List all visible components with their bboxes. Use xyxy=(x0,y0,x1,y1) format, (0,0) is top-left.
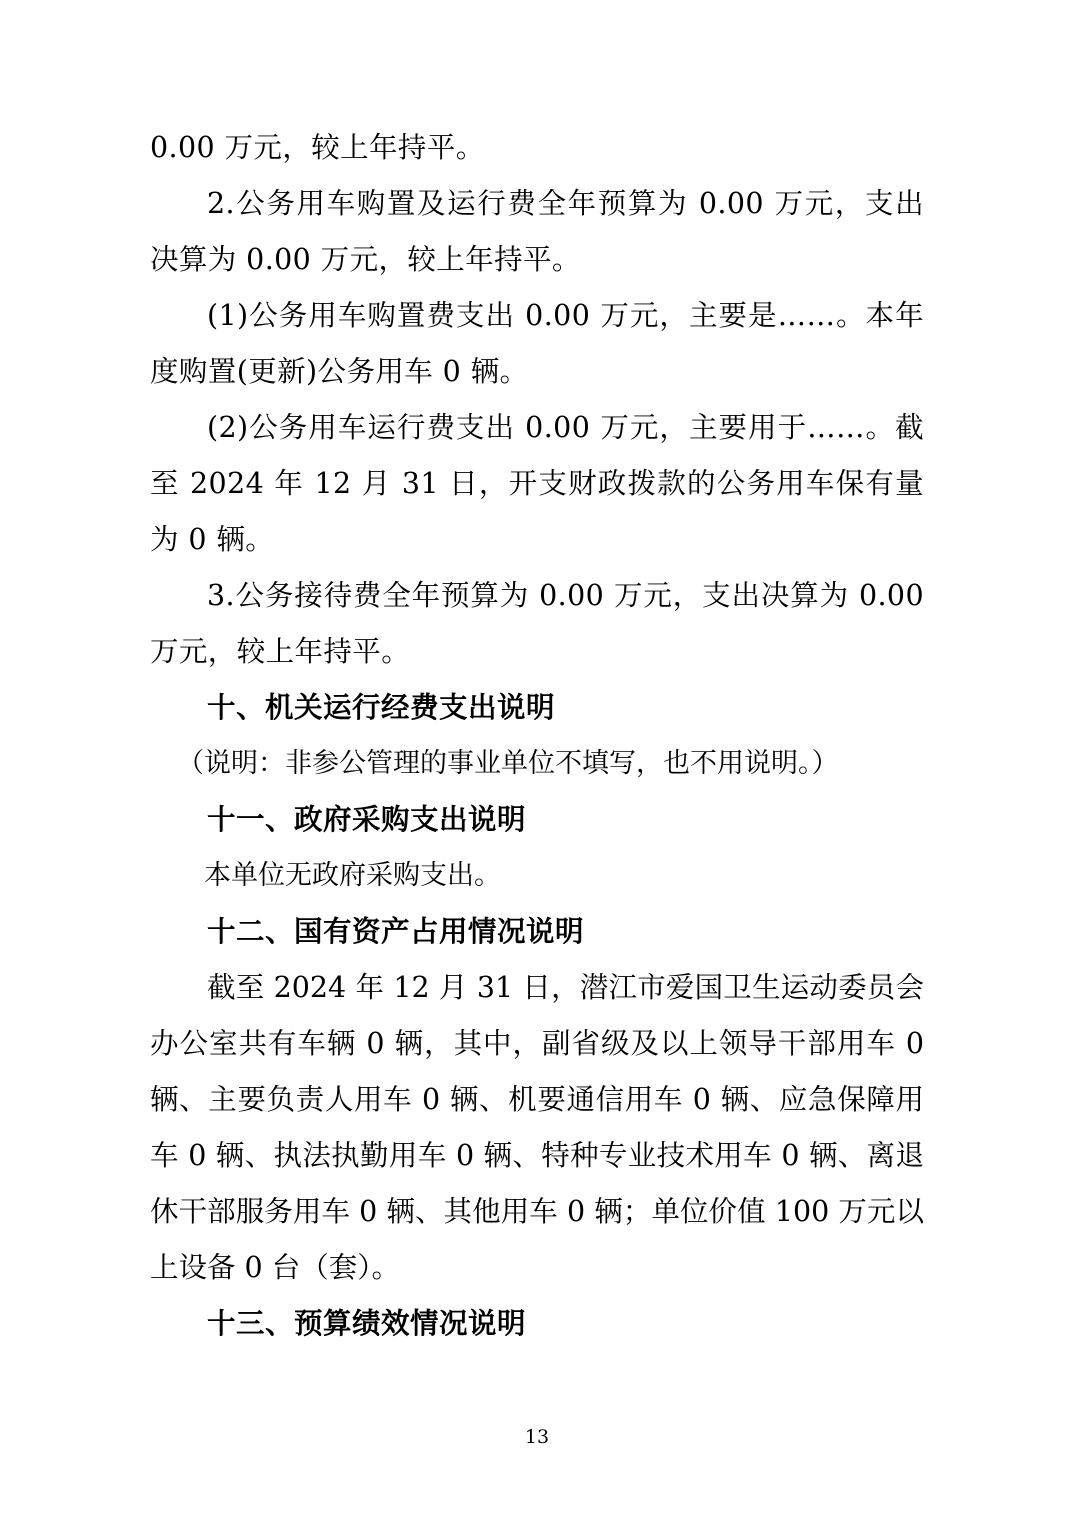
paragraph-item-3: 3.公务接待费全年预算为 0.00 万元，支出决算为 0.00 万元，较上年持平。 xyxy=(150,579,924,668)
section-heading-thirteen: 十三、预算绩效情况说明 xyxy=(207,1307,527,1340)
document-body xyxy=(150,120,924,680)
section-ten-note: （说明：非参公管理的事业单位不填写，也不用说明。） xyxy=(177,748,839,779)
section-heading-ten: 十、机关运行经费支出说明 xyxy=(207,691,556,724)
section-heading-eleven: 十一、政府采购支出说明 xyxy=(207,803,527,836)
section-twelve-body: 截至 2024 年 12 月 31 日，潜江市爱国卫生运动委员会办公室共有车辆 0 辆，其中，副省级及以上领导干部用车 0 辆、主要负责人用车 0 辆、机要通信用车 0 辆、应急保障用车 0 辆、执法执勤用车 0 辆、特种专业技术用车 0 辆、离退休干部服务用车 0 辆、其他用车 0 辆；单位价值 100 万元以上设备 0 台（套）。 xyxy=(150,971,924,1284)
paragraph-item-2-2: (2)公务用车运行费支出 0.00 万元，主要用于……。截至 2024 年 12 月 31 日，开支财政拨款的公务用车保有量为 0 辆。 xyxy=(150,411,924,556)
page-number: 13 xyxy=(524,1426,550,1448)
paragraph-continuation: 0.00 万元，较上年持平。 xyxy=(150,131,485,164)
section-heading-twelve: 十二、国有资产占用情况说明 xyxy=(207,915,585,948)
section-eleven-body: 本单位无政府采购支出。 xyxy=(204,860,501,891)
paragraph-item-2: 2.公务用车购置及运行费全年预算为 0.00 万元，支出决算为 0.00 万元，较上年持平。 xyxy=(150,187,924,276)
paragraph-item-2-1: (1)公务用车购置费支出 0.00 万元，主要是……。本年度购置(更新)公务用车 0 辆。 xyxy=(150,299,924,388)
